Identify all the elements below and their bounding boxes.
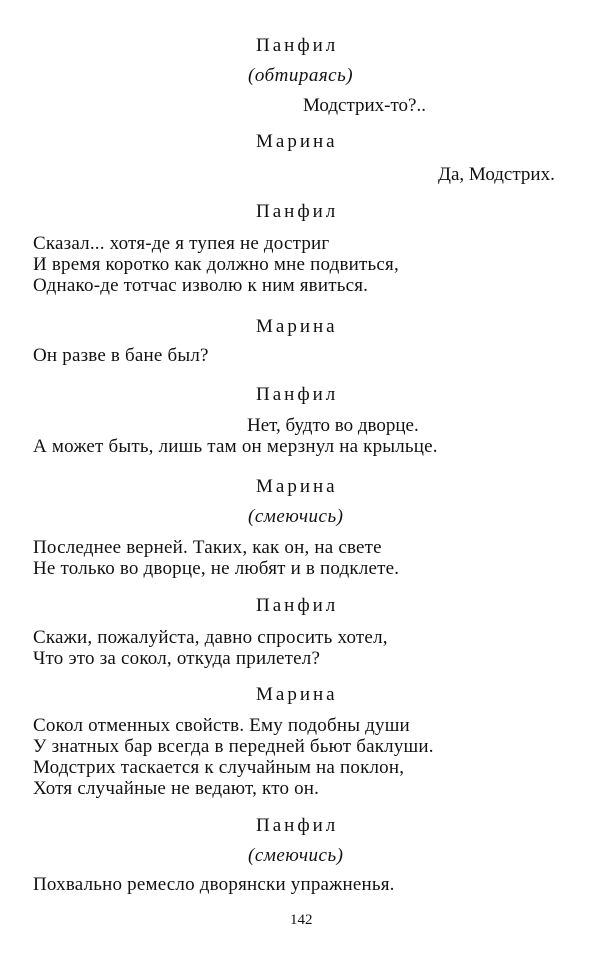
verse-block bbox=[33, 537, 399, 579]
verse-line: А может быть, лишь там он мерзнул на крыльце. bbox=[33, 436, 438, 457]
speaker-name: Марина bbox=[256, 684, 338, 705]
verse-block bbox=[33, 627, 388, 669]
dialogue-line: Нет, будто во дворце. bbox=[247, 415, 419, 436]
speaker-name: Панфил bbox=[256, 35, 339, 56]
verse-line: Хотя случайные не ведают, кто он. bbox=[33, 778, 320, 799]
stage-direction: (смеючись) bbox=[248, 845, 344, 866]
verse-line: Скажи, пожалуйста, давно спросить хотел, bbox=[33, 627, 388, 648]
verse-block bbox=[33, 715, 434, 799]
verse-block bbox=[33, 436, 438, 457]
verse-line: Сказал... хотя-де я тупея не достриг bbox=[33, 233, 330, 254]
speaker-name: Марина bbox=[256, 476, 338, 497]
verse-block bbox=[33, 345, 209, 366]
verse-block bbox=[33, 874, 395, 895]
stage-direction: (смеючись) bbox=[248, 506, 344, 527]
page-number: 142 bbox=[290, 912, 313, 928]
stage-direction: (обтираясь) bbox=[248, 65, 354, 86]
verse-line: Сокол отменных свойств. Ему подобны души bbox=[33, 715, 410, 736]
dialogue-line: Да, Модстрих. bbox=[438, 164, 555, 185]
verse-line: И время коротко как должно мне подвиться, bbox=[33, 254, 399, 275]
verse-line: Последнее верней. Таких, как он, на свете bbox=[33, 537, 382, 558]
verse-block bbox=[33, 233, 399, 296]
speaker-name: Панфил bbox=[256, 384, 339, 405]
verse-line: Модстрих таскается к случайным на поклон, bbox=[33, 757, 405, 778]
speaker-name: Панфил bbox=[256, 595, 339, 616]
speaker-name: Марина bbox=[256, 131, 338, 152]
speaker-name: Марина bbox=[256, 316, 338, 337]
verse-line: Что это за сокол, откуда прилетел? bbox=[33, 648, 321, 669]
dialogue-line: Модстрих-то?.. bbox=[303, 95, 426, 116]
speaker-name: Панфил bbox=[256, 201, 339, 222]
verse-line: У знатных бар всегда в передней бьют баклуши. bbox=[33, 736, 434, 757]
verse-line: Похвально ремесло дворянски упражненья. bbox=[33, 874, 395, 895]
speaker-name: Панфил bbox=[256, 815, 339, 836]
verse-line: Он разве в бане был? bbox=[33, 345, 209, 366]
verse-line: Однако-де тотчас изволю к ним явиться. bbox=[33, 275, 369, 296]
verse-line: Не только во дворце, не любят и в подклете. bbox=[33, 558, 400, 579]
